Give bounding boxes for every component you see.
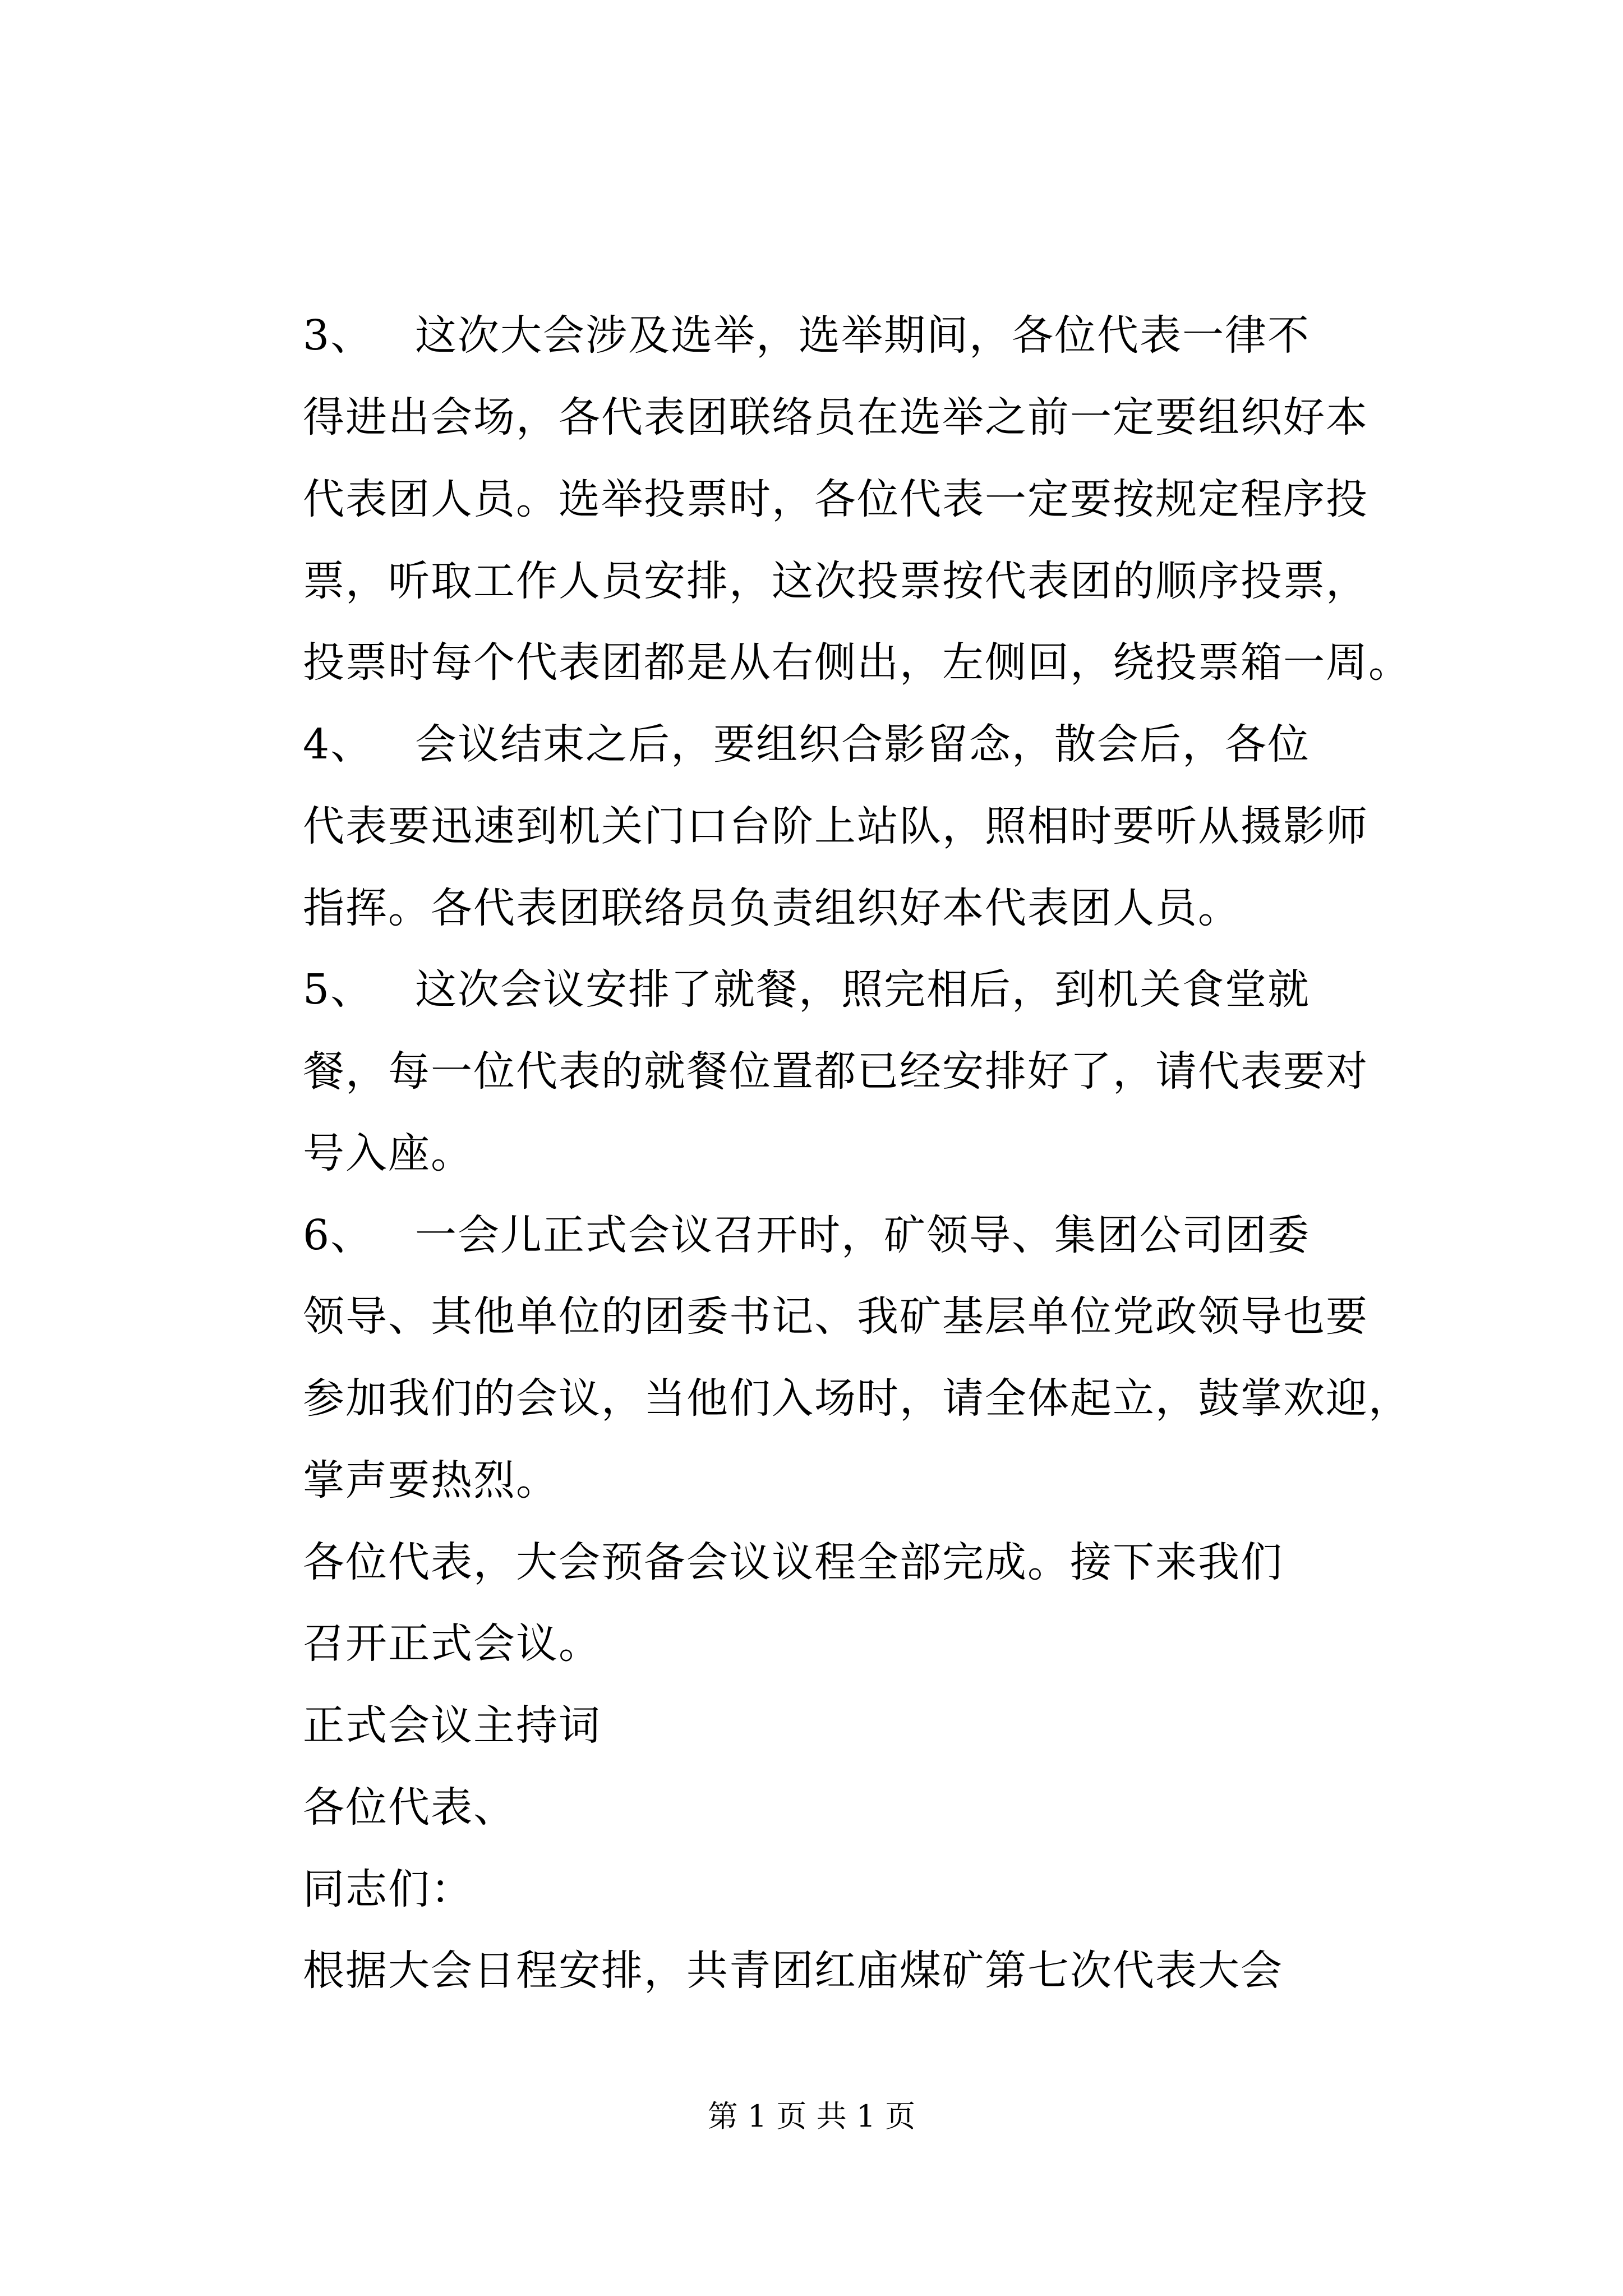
text-line [303, 716, 1310, 772]
text-line [303, 1452, 559, 1508]
text-line [303, 1043, 1368, 1099]
line-text: 各位代表、 [303, 1783, 516, 1832]
text-line [303, 798, 1368, 854]
item-number: 5、 [303, 965, 374, 1014]
text-line [303, 471, 1368, 527]
line-text: 会议结束之后，要组织合影留念，散会后，各位 [415, 720, 1310, 769]
line-text: 一会儿正式会议召开时，矿领导、集团公司团委 [415, 1211, 1310, 1259]
line-text: 这次大会涉及选举，选举期间，各位代表一律不 [415, 311, 1310, 360]
text-line [303, 1207, 1310, 1263]
line-text: 这次会议安排了就餐，照完相后，到机关食堂就 [415, 965, 1310, 1014]
text-line [303, 1779, 516, 1835]
text-line [303, 1370, 1411, 1427]
line-text: 掌声要热烈。 [303, 1456, 559, 1504]
line-text: 同志们： [303, 1865, 473, 1913]
page-footer: 第 1 页 共 1 页 [707, 2099, 916, 2134]
text-line [303, 553, 1368, 609]
text-line [303, 389, 1368, 445]
line-text: 代表团人员。选举投票时，各位代表一定要按规定程序投 [303, 475, 1368, 523]
text-line [303, 1697, 601, 1754]
item-number: 3、 [303, 311, 374, 360]
line-text: 投票时每个代表团都是从右侧出，左侧回，绕投票箱一周。 [303, 638, 1411, 687]
line-text: 餐，每一位代表的就餐位置都已经安排好了，请代表要对 [303, 1047, 1368, 1096]
item-number: 6、 [303, 1211, 374, 1259]
line-text: 指挥。各代表团联络员负责组织好本代表团人员。 [303, 884, 1241, 932]
text-line [303, 1289, 1368, 1345]
line-text: 得进出会场，各代表团联络员在选举之前一定要组织好本 [303, 393, 1368, 441]
line-text: 各位代表，大会预备会议议程全部完成。接下来我们 [303, 1538, 1283, 1586]
item-number: 4、 [303, 720, 374, 769]
line-text: 代表要迅速到机关门口台阶上站队，照相时要听从摄影师 [303, 802, 1368, 850]
text-line [303, 1861, 473, 1917]
line-text: 领导、其他单位的团委书记、我矿基层单位党政领导也要 [303, 1292, 1368, 1341]
text-line [303, 1943, 1283, 1999]
line-text: 票，听取工作人员安排，这次投票按代表团的顺序投票， [303, 557, 1368, 605]
text-line [303, 307, 1310, 364]
line-text: 号入座。 [303, 1129, 473, 1177]
text-line [303, 1616, 601, 1672]
line-text: 召开正式会议。 [303, 1619, 601, 1668]
text-line [303, 880, 1241, 936]
text-line [303, 634, 1411, 691]
text-line [303, 961, 1310, 1018]
line-text: 根据大会日程安排，共青团红庙煤矿第七次代表大会 [303, 1947, 1283, 1995]
line-text: 参加我们的会议，当他们入场时，请全体起立，鼓掌欢迎， [303, 1374, 1411, 1423]
line-text: 正式会议主持词 [303, 1701, 601, 1750]
text-line [303, 1534, 1283, 1590]
text-line [303, 1125, 473, 1181]
